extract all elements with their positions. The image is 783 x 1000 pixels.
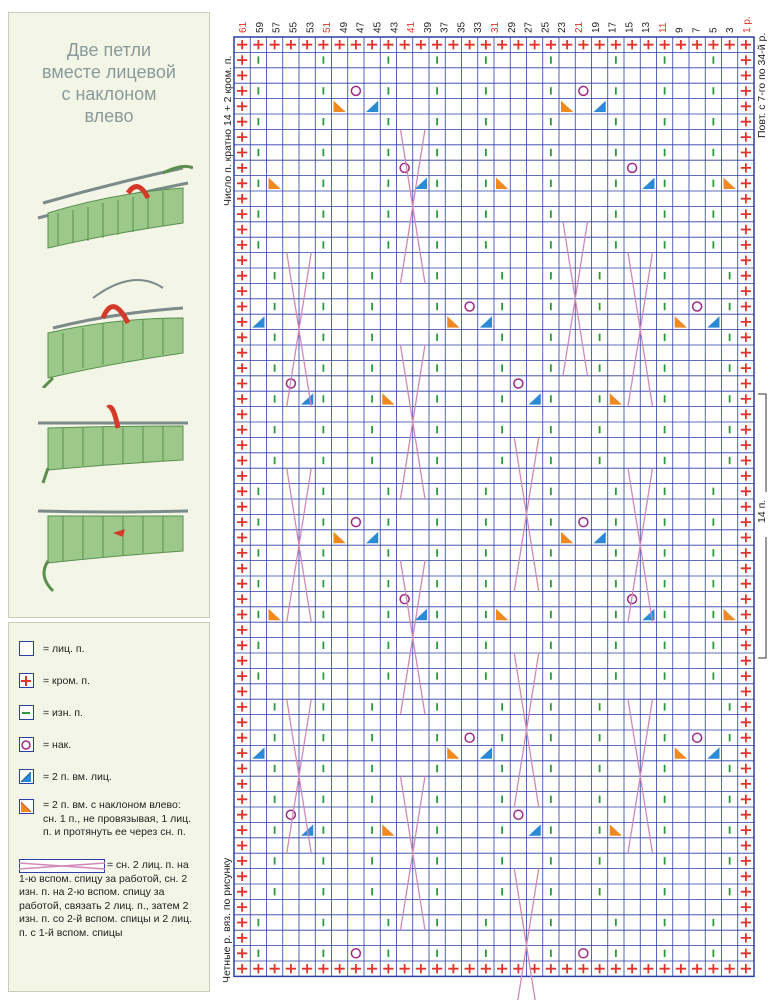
legend-text: = 2 п. вм. лиц. (43, 771, 112, 783)
legend-text: = лиц. п. (43, 643, 85, 655)
column-number: 11 (657, 22, 669, 33)
column-number: 33 (473, 21, 485, 33)
legend-text: = сн. 2 лиц. п. на 1-ю вспом. спицу за работой, сн. 2 изн. п. на 2-ю вспом. спицу за работой, связать 2 лиц. п., затем 2 изн. п. со 2-й вспом. спицы и 2 лиц. п. с 1-й вспом. спицы (19, 859, 193, 939)
repeat-size-label: 14 п. (756, 499, 768, 523)
column-number: 41 (406, 21, 418, 33)
column-number: 53 (305, 21, 317, 33)
column-number: 19 (590, 21, 602, 33)
legend-text: = 2 п. вм. с наклоном влево: сн. 1 п., не провязывая, 1 лиц. п. и протянуть ее через сн. п. (43, 799, 192, 838)
column-number: 29 (506, 21, 518, 33)
column-number: 35 (456, 21, 468, 33)
column-number: 51 (322, 21, 334, 33)
column-number: 15 (624, 21, 636, 33)
repeat-bracket (756, 392, 776, 662)
legend-text: = кром. п. (43, 675, 90, 687)
column-number: 31 (490, 21, 501, 33)
title-line: вместе лицевой (42, 62, 176, 82)
column-number: 21 (573, 21, 585, 33)
column-number: 7 (691, 27, 703, 33)
column-number: 13 (641, 21, 653, 33)
column-number: 45 (372, 21, 384, 33)
column-number: 47 (355, 21, 367, 33)
title-line: влево (84, 106, 134, 126)
column-number: 1 р. (741, 16, 753, 33)
column-number: 61 (238, 21, 250, 33)
repeat-label: Повт. с 7-го по 34-й р. (756, 32, 768, 138)
column-number: 17 (607, 21, 619, 33)
column-number: 49 (338, 21, 350, 33)
column-number: 25 (540, 21, 552, 33)
column-number: 3 (725, 27, 737, 33)
column-number: 57 (271, 21, 283, 33)
stitch-count-label: Число п. кратно 14 + 2 кром. п. (222, 55, 234, 206)
column-number: 55 (288, 21, 300, 33)
title-line: с наклоном (61, 84, 157, 104)
legend-text: = нак. (43, 739, 72, 751)
title-line: Две петли (66, 40, 152, 60)
column-number: 39 (422, 21, 434, 33)
column-number: 59 (254, 21, 266, 33)
legend-text: = изн. п. (43, 707, 83, 719)
even-rows-label: Четные р. вяз. по рисунку (221, 857, 233, 983)
column-number: 5 (708, 27, 720, 33)
column-number: 27 (523, 21, 535, 33)
column-number: 37 (439, 21, 451, 33)
column-number: 9 (674, 27, 686, 33)
column-number: 43 (389, 21, 401, 33)
column-number: 23 (557, 21, 569, 33)
